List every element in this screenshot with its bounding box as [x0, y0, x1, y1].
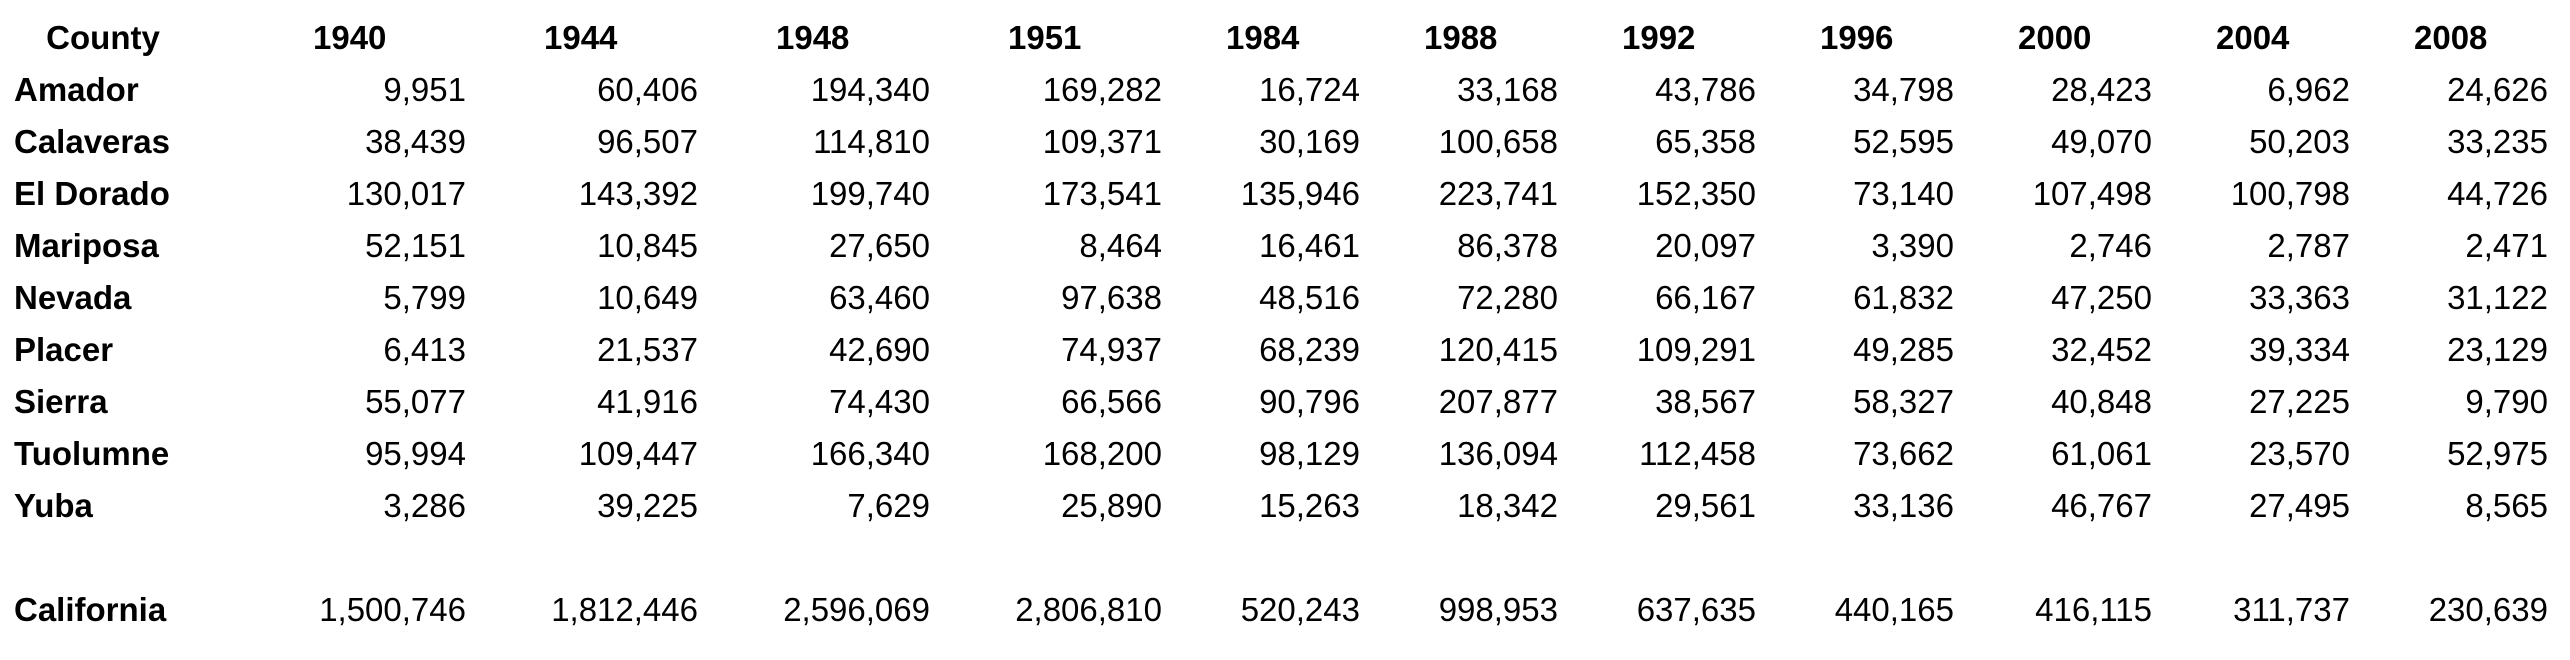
table-cell: 52,595: [1853, 123, 1954, 160]
table-cell: 112,458: [1639, 435, 1756, 472]
table-row: [0, 220, 2570, 272]
table-cell: 68,239: [1259, 331, 1360, 368]
table-cell: 2,787: [2267, 227, 2350, 264]
table-cell: 39,225: [597, 487, 698, 524]
county-name: Nevada: [14, 279, 132, 316]
table-cell: 73,140: [1853, 175, 1954, 212]
table-cell: 100,658: [1438, 123, 1558, 160]
table-cell: 114,810: [813, 123, 930, 160]
total-cell: 520,243: [1240, 591, 1360, 628]
table-cell: 143,392: [578, 175, 698, 212]
table-cell: 207,877: [1438, 383, 1558, 420]
table-cell: 109,447: [578, 435, 698, 472]
table-cell: 96,507: [597, 123, 698, 160]
table-cell: 72,280: [1457, 279, 1558, 316]
table-cell: 199,740: [810, 175, 930, 212]
table-cell: 74,937: [1061, 331, 1162, 368]
table-row: [0, 64, 2570, 116]
year-column-header: 1992: [1622, 19, 1696, 56]
table-cell: 90,796: [1259, 383, 1360, 420]
table-cell: 34,798: [1853, 71, 1954, 108]
county-name: El Dorado: [14, 175, 170, 212]
table-cell: 7,629: [847, 487, 930, 524]
county-name: Amador: [14, 71, 139, 108]
table-cell: 49,285: [1853, 331, 1954, 368]
table-row: [0, 428, 2570, 480]
total-cell: 416,115: [2035, 591, 2152, 628]
table-cell: 130,017: [346, 175, 466, 212]
table-cell: 73,662: [1853, 435, 1954, 472]
table-cell: 23,570: [2249, 435, 2350, 472]
county-name: Mariposa: [14, 227, 159, 264]
table-cell: 31,122: [2447, 279, 2548, 316]
table-cell: 49,070: [2051, 123, 2152, 160]
table-cell: 66,167: [1655, 279, 1756, 316]
table-cell: 173,541: [1042, 175, 1162, 212]
table-cell: 42,690: [829, 331, 930, 368]
table-cell: 52,975: [2447, 435, 2548, 472]
table-row: [0, 480, 2570, 532]
table-row: [0, 168, 2570, 220]
table-cell: 66,566: [1061, 383, 1162, 420]
table-cell: 39,334: [2249, 331, 2350, 368]
table-cell: 3,286: [383, 487, 466, 524]
year-column-header: 1984: [1226, 19, 1300, 56]
table-cell: 27,650: [829, 227, 930, 264]
table-row: [0, 116, 2570, 168]
table-cell: 48,516: [1259, 279, 1360, 316]
total-cell: 1,500,746: [319, 591, 466, 628]
table-cell: 29,561: [1655, 487, 1756, 524]
table-cell: 18,342: [1457, 487, 1558, 524]
county-name: Sierra: [14, 383, 108, 420]
table-cell: 40,848: [2051, 383, 2152, 420]
table-cell: 2,471: [2465, 227, 2548, 264]
total-cell: 440,165: [1834, 591, 1954, 628]
table-cell: 55,077: [365, 383, 466, 420]
table-cell: 33,168: [1457, 71, 1558, 108]
table-cell: 136,094: [1438, 435, 1558, 472]
table-row: [0, 376, 2570, 428]
table-cell: 2,746: [2069, 227, 2152, 264]
year-column-header: 1940: [313, 19, 387, 56]
total-label: California: [14, 591, 167, 628]
table-cell: 169,282: [1042, 71, 1162, 108]
table-cell: 10,845: [597, 227, 698, 264]
table-cell: 63,460: [829, 279, 930, 316]
total-cell: 311,737: [2233, 591, 2350, 628]
table-cell: 166,340: [810, 435, 930, 472]
table-cell: 38,567: [1655, 383, 1756, 420]
table-cell: 33,363: [2249, 279, 2350, 316]
table-cell: 15,263: [1259, 487, 1360, 524]
table-cell: 100,798: [2230, 175, 2350, 212]
table-cell: 168,200: [1042, 435, 1162, 472]
year-column-header: 1948: [776, 19, 850, 56]
table-cell: 50,203: [2249, 123, 2350, 160]
table-cell: 109,291: [1636, 331, 1756, 368]
year-column-header: 2004: [2216, 19, 2290, 56]
table-cell: 95,994: [365, 435, 466, 472]
total-cell: 2,806,810: [1015, 591, 1162, 628]
table-cell: 9,951: [383, 71, 466, 108]
table-cell: 38,439: [365, 123, 466, 160]
table-cell: 41,916: [597, 383, 698, 420]
table-cell: 27,495: [2249, 487, 2350, 524]
table-cell: 61,061: [2051, 435, 2152, 472]
county-column-header: County: [46, 19, 160, 56]
table-cell: 46,767: [2051, 487, 2152, 524]
table-cell: 107,498: [2032, 175, 2152, 212]
header-row: [0, 12, 2570, 64]
county-name: Yuba: [14, 487, 93, 524]
table-cell: 9,790: [2465, 383, 2548, 420]
county-name: Calaveras: [14, 123, 170, 160]
total-row: [0, 584, 2570, 636]
year-column-header: 2000: [2018, 19, 2092, 56]
table-cell: 25,890: [1061, 487, 1162, 524]
table-cell: 27,225: [2249, 383, 2350, 420]
table-cell: 135,946: [1240, 175, 1360, 212]
table-cell: 6,413: [383, 331, 466, 368]
table-cell: 58,327: [1853, 383, 1954, 420]
total-cell: 637,635: [1636, 591, 1756, 628]
table-cell: 223,741: [1438, 175, 1558, 212]
table-cell: 47,250: [2051, 279, 2152, 316]
table-cell: 60,406: [597, 71, 698, 108]
table-cell: 23,129: [2447, 331, 2548, 368]
table-row: [0, 272, 2570, 324]
table-row: [0, 324, 2570, 376]
county-name: Tuolumne: [14, 435, 170, 472]
table-cell: 3,390: [1871, 227, 1954, 264]
table-cell: 16,724: [1259, 71, 1360, 108]
table-cell: 61,832: [1853, 279, 1954, 316]
table-cell: 33,136: [1853, 487, 1954, 524]
table-cell: 28,423: [2051, 71, 2152, 108]
table-cell: 10,649: [597, 279, 698, 316]
table-cell: 152,350: [1636, 175, 1756, 212]
year-column-header: 1988: [1424, 19, 1498, 56]
table-cell: 32,452: [2051, 331, 2152, 368]
total-cell: 1,812,446: [551, 591, 698, 628]
table-cell: 43,786: [1655, 71, 1756, 108]
table-cell: 120,415: [1438, 331, 1558, 368]
table-cell: 44,726: [2447, 175, 2548, 212]
table-cell: 16,461: [1259, 227, 1360, 264]
year-column-header: 1996: [1820, 19, 1894, 56]
total-cell: 230,639: [2428, 591, 2548, 628]
table-cell: 5,799: [383, 279, 466, 316]
county-name: Placer: [14, 331, 114, 368]
table-cell: 8,565: [2465, 487, 2548, 524]
table-cell: 97,638: [1061, 279, 1162, 316]
table-cell: 86,378: [1457, 227, 1558, 264]
table-cell: 109,371: [1042, 123, 1162, 160]
table-cell: 20,097: [1655, 227, 1756, 264]
year-column-header: 2008: [2414, 19, 2488, 56]
total-cell: 2,596,069: [783, 591, 930, 628]
year-column-header: 1944: [544, 19, 618, 56]
table-cell: 21,537: [597, 331, 698, 368]
table-cell: 6,962: [2267, 71, 2350, 108]
table-cell: 98,129: [1259, 435, 1360, 472]
table-cell: 74,430: [829, 383, 930, 420]
table-cell: 24,626: [2447, 71, 2548, 108]
table-cell: 30,169: [1259, 123, 1360, 160]
table-cell: 52,151: [365, 227, 466, 264]
year-column-header: 1951: [1008, 19, 1082, 56]
table-cell: 33,235: [2447, 123, 2548, 160]
table-cell: 194,340: [810, 71, 930, 108]
table-cell: 65,358: [1655, 123, 1756, 160]
table-cell: 8,464: [1079, 227, 1162, 264]
total-cell: 998,953: [1438, 591, 1558, 628]
